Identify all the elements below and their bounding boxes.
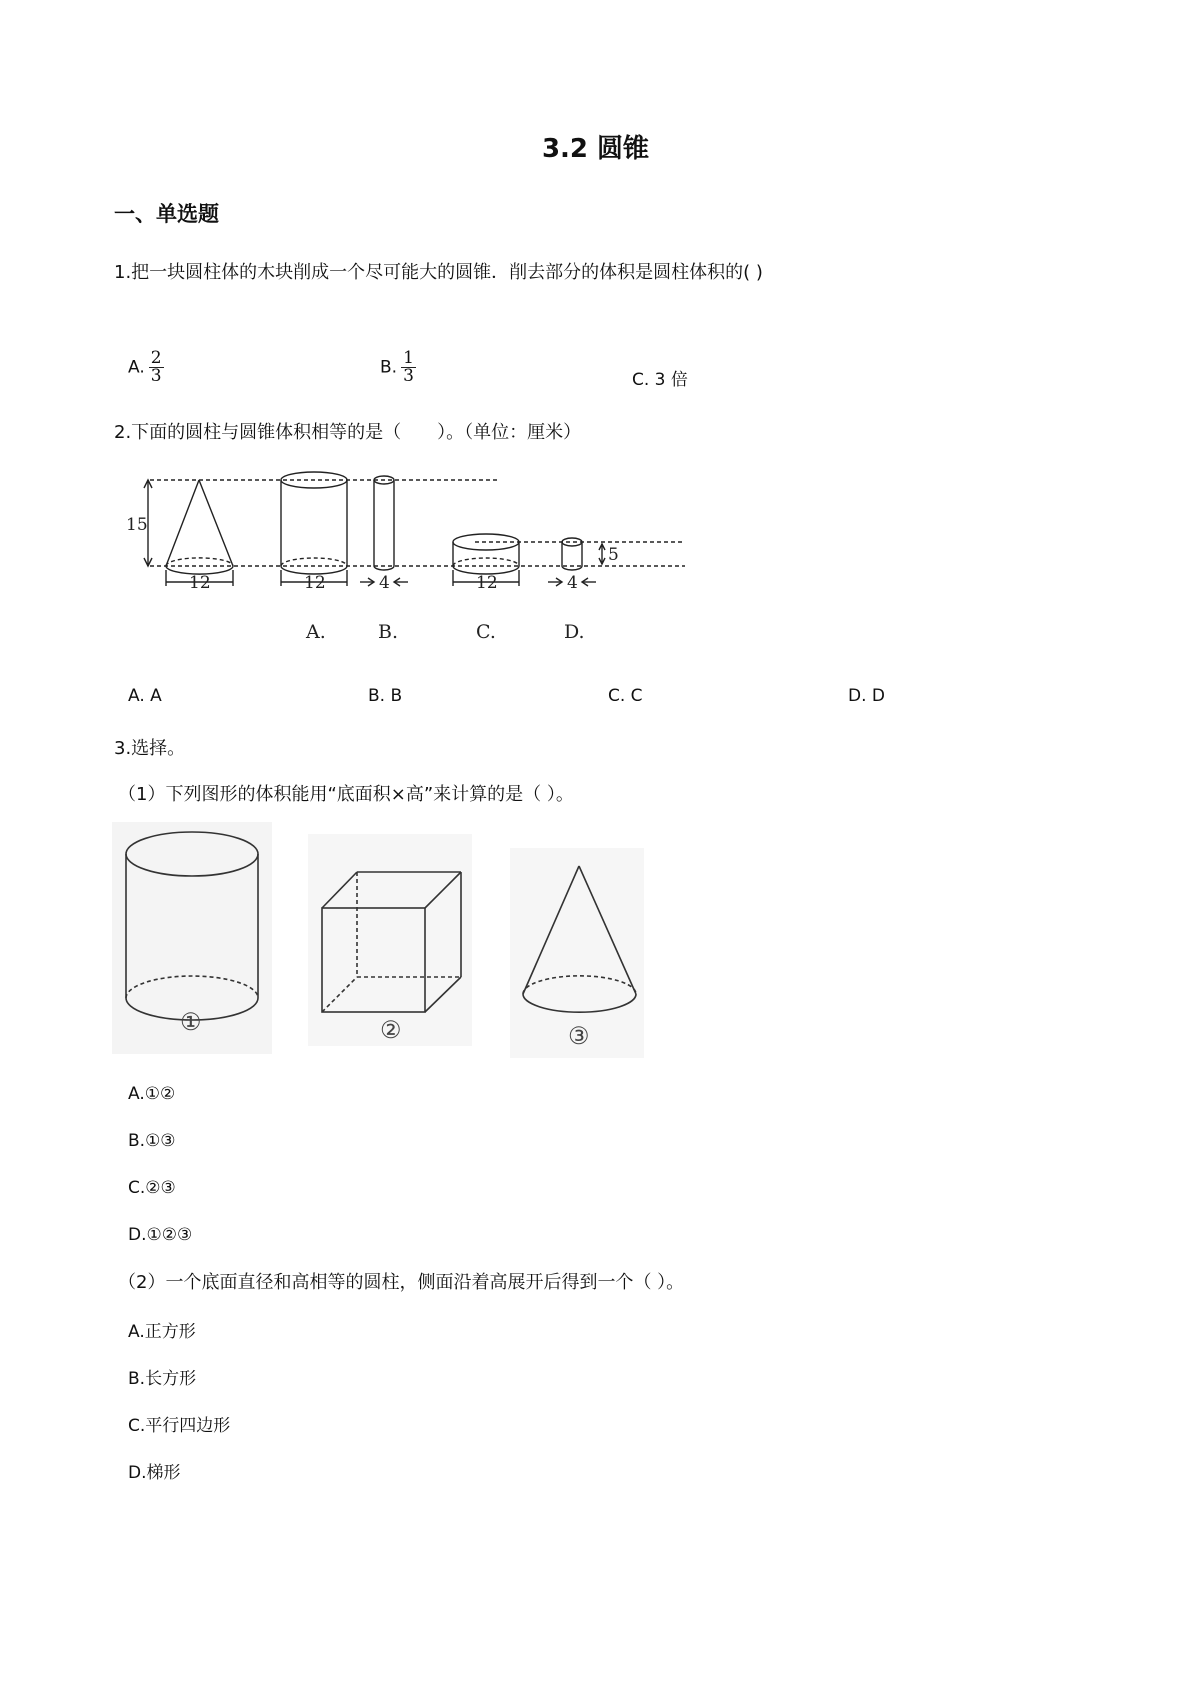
q3-2-option-c[interactable]: C.平行四边形 [128,1416,231,1436]
q2-option-b[interactable]: B. B [368,686,403,706]
c-base-label: 12 [476,573,498,593]
question-3-2-text: （2）一个底面直径和高相等的圆柱，侧面沿着高展开后得到一个（ ）。 [118,1272,685,1293]
figure-letter-c: C. [476,621,496,643]
q2-option-c[interactable]: C. C [608,686,643,706]
q3-1-option-a[interactable]: A.①② [128,1084,176,1104]
fraction [149,350,164,385]
q2-option-d[interactable]: D. D [848,686,885,706]
q3-2-option-d[interactable]: D.梯形 [128,1463,181,1483]
a-base-label: 12 [304,573,326,593]
q3-1-option-b[interactable]: B.①③ [128,1131,176,1151]
b-base-label: 4 [379,573,390,593]
figure-letter-d: D. [564,621,585,643]
q2-figure [120,460,700,660]
question-2-text: 2.下面的圆柱与圆锥体积相等的是（ ）。（单位：厘米） [114,422,582,443]
q3-2-option-b[interactable]: B.长方形 [128,1369,197,1389]
page-title: 3.2 圆锥 [541,134,650,164]
question-1-text: 1.把一块圆柱体的木块削成一个尽可能大的圆锥．削去部分的体积是圆柱体积的( ) [114,262,763,283]
cone-side [199,480,233,566]
d-height-label: 5 [608,545,619,565]
q1-option-b[interactable] [380,350,416,385]
q3-1-option-c[interactable]: C.②③ [128,1178,176,1198]
section-heading: 一、单选题 [114,202,219,226]
fraction-denominator: 3 [403,366,414,386]
question-3-1-text: （1）下列图形的体积能用“底面积×高”来计算的是（ ）。 [118,784,574,805]
q1-option-a[interactable] [128,350,164,385]
shape-label-1: ① [180,1008,202,1036]
fraction-numerator: 2 [150,348,162,368]
option-prefix: A. [128,357,145,378]
height-label: 15 [126,515,148,535]
figure-letter-b: B. [378,621,399,643]
fraction-numerator: 1 [403,348,414,368]
fraction-denominator: 3 [150,366,162,386]
q3-2-option-a[interactable]: A.正方形 [128,1322,196,1342]
q3-shapes-figure [112,822,652,1062]
q1-option-c[interactable]: C. 3 倍 [632,370,688,390]
d-base-label: 4 [567,573,578,593]
shape-label-2: ② [380,1016,402,1044]
cone-side [166,480,199,566]
shape-label-3: ③ [568,1022,590,1050]
fraction [401,350,416,385]
q3-1-option-d[interactable]: D.①②③ [128,1225,193,1245]
figure-letter-a: A. [306,621,326,643]
cone-base-label: 12 [189,573,211,593]
option-prefix: B. [380,357,398,378]
q2-option-a[interactable]: A. A [128,686,162,706]
question-3-text: 3.选择。 [114,738,186,759]
